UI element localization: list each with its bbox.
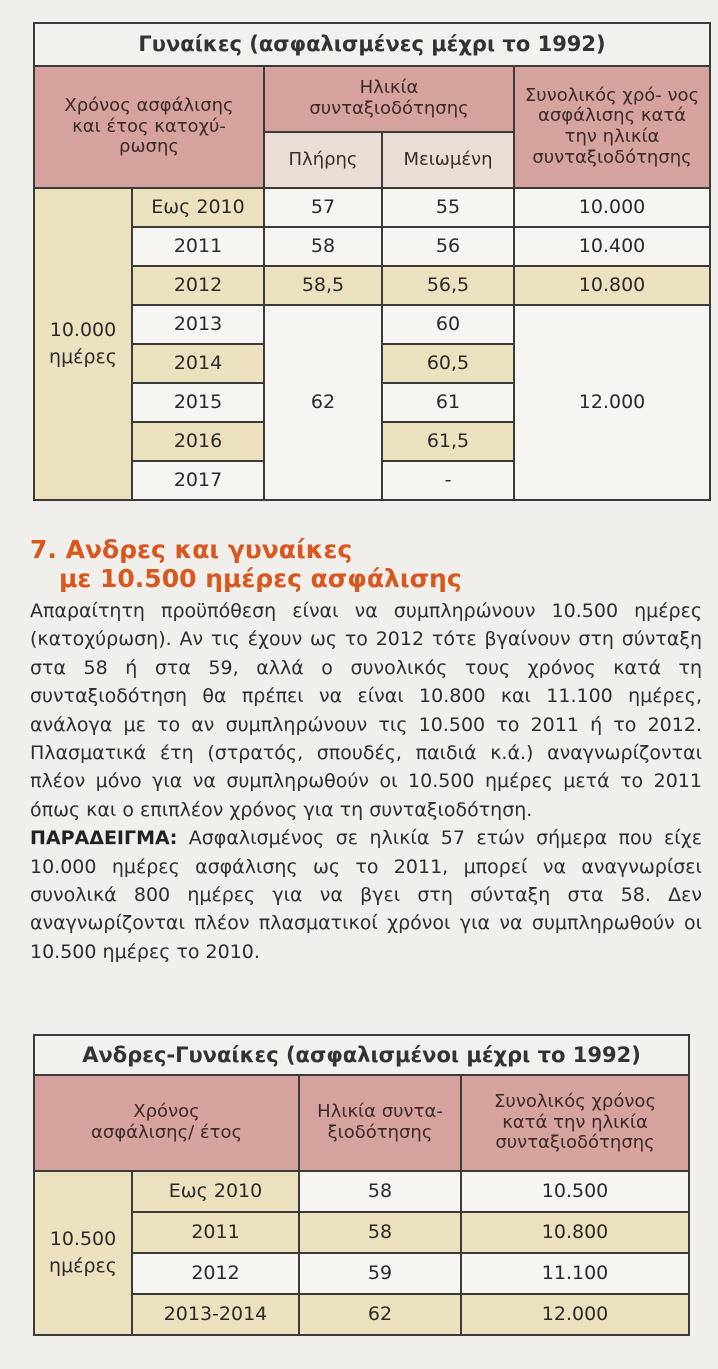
table-cell-reduced: 61,5 bbox=[382, 422, 514, 461]
header-retirement-age: Ηλικία συνταξιοδότησης bbox=[264, 66, 514, 132]
header-reduced: Μειωμένη bbox=[382, 132, 514, 188]
header-full: Πλήρης bbox=[264, 132, 382, 188]
example-paragraph bbox=[30, 824, 702, 966]
table-cell-reduced: - bbox=[382, 461, 514, 500]
group-label: 10.000 ημέρες bbox=[34, 188, 132, 500]
table-cell-reduced: 60,5 bbox=[382, 344, 514, 383]
table-cell-total: 10.000 bbox=[514, 188, 710, 227]
group-label: 10.500 ημέρες bbox=[34, 1171, 132, 1335]
header-retirement-age: Ηλικία συντα- ξιοδότησης bbox=[299, 1075, 461, 1171]
example-label: ΠΑΡΑΔΕΙΓΜΑ: bbox=[30, 827, 178, 850]
table-cell-total: 11.100 bbox=[461, 1253, 689, 1294]
table-cell-year: 2015 bbox=[132, 383, 264, 422]
header-total-time: Συνολικός χρό- νος ασφάλισης κατά την ηλικία συνταξιοδότησης bbox=[514, 66, 710, 188]
table-cell-year: 2012 bbox=[132, 266, 264, 305]
section-title bbox=[30, 535, 702, 593]
section-title-line1: 7. Ανδρες και γυναίκες bbox=[30, 535, 353, 564]
header-total-time: Συνολικός χρόνος κατά την ηλικία συνταξιοδότησης bbox=[461, 1075, 689, 1171]
table-cell-year: 2011 bbox=[132, 1212, 299, 1253]
table-cell-total: 10.400 bbox=[514, 227, 710, 266]
header-insurance-time: Χρόνος ασφάλισης και έτος κατοχύ- ρωσης bbox=[34, 66, 264, 188]
table-cell-reduced: 55 bbox=[382, 188, 514, 227]
table-cell-reduced: 56,5 bbox=[382, 266, 514, 305]
section-title-line2: με 10.500 ημέρες ασφάλισης bbox=[59, 564, 462, 593]
table-men-women-1992 bbox=[33, 1034, 690, 1336]
table-women-1992 bbox=[33, 22, 711, 501]
table-cell-age: 62 bbox=[299, 1294, 461, 1335]
table-title: Ανδρες-Γυναίκες (ασφαλισμένοι μέχρι το 1992) bbox=[34, 1035, 689, 1075]
merged-full-age: 62 bbox=[264, 305, 382, 500]
table-cell-total: 10.800 bbox=[514, 266, 710, 305]
table-cell-year: 2016 bbox=[132, 422, 264, 461]
table-cell-year: Εως 2010 bbox=[132, 1171, 299, 1212]
table-cell-year: 2013 bbox=[132, 305, 264, 344]
table-cell-year: 2014 bbox=[132, 344, 264, 383]
table-cell-year: 2011 bbox=[132, 227, 264, 266]
section-men-women-10500 bbox=[30, 535, 702, 966]
table-cell-reduced: 56 bbox=[382, 227, 514, 266]
table-cell-full: 57 bbox=[264, 188, 382, 227]
table-cell-reduced: 61 bbox=[382, 383, 514, 422]
table-cell-full: 58,5 bbox=[264, 266, 382, 305]
table-cell-total: 10.500 bbox=[461, 1171, 689, 1212]
table-cell-total: 10.800 bbox=[461, 1212, 689, 1253]
header-insurance-time: Χρόνος ασφάλισης/ έτος bbox=[34, 1075, 299, 1171]
example-text: Ασφαλισμένος σε ηλικία 57 ετών σήμερα που είχε 10.000 ημέρες ασφάλισης ως το 2011, μπορεί να αναγνωρίσει συνολικά 800 ημέρες για να βγει στη σύνταξη στα 58. Δεν αναγνωρίζονται πλέον πλασματικοί χρόνοι για να συμπληρωθούν οι 10.500 ημέρες το 2010. bbox=[30, 827, 702, 963]
table-cell-year: 2013-2014 bbox=[132, 1294, 299, 1335]
table-cell-full: 58 bbox=[264, 227, 382, 266]
table-cell-reduced: 60 bbox=[382, 305, 514, 344]
merged-total: 12.000 bbox=[514, 305, 710, 500]
table-cell-age: 58 bbox=[299, 1212, 461, 1253]
table-title: Γυναίκες (ασφαλισμένες μέχρι το 1992) bbox=[34, 23, 710, 66]
section-body: Απαραίτητη προϋπόθεση είναι να συμπληρώνουν 10.500 ημέρες (κατοχύρωση). Αν τις έχουν ως το 2012 τότε βγαίνουν στη σύνταξη στα 58 ή στα 59, αλλά ο συνολικός τους χρόνος κατά τη συνταξιοδότηση θα πρέπει να είναι 10.800 και 11.100 ημέρες, ανάλογα με το αν συμπληρώνουν τις 10.500 το 2011 ή το 2012. Πλασματικά έτη (στρατός, σπουδές, παιδιά κ.ά.) αναγνωρίζονται πλέον μόνο για να συμπληρωθούν οι 10.500 ημέρες μετά το 2011 όπως και ο επιπλέον χρόνος για τη συνταξιοδότηση. bbox=[30, 600, 702, 821]
table-cell-year: 2017 bbox=[132, 461, 264, 500]
table-cell-age: 59 bbox=[299, 1253, 461, 1294]
table-cell-year: 2012 bbox=[132, 1253, 299, 1294]
table-cell-age: 58 bbox=[299, 1171, 461, 1212]
table-cell-total: 12.000 bbox=[461, 1294, 689, 1335]
table-cell-year: Εως 2010 bbox=[132, 188, 264, 227]
